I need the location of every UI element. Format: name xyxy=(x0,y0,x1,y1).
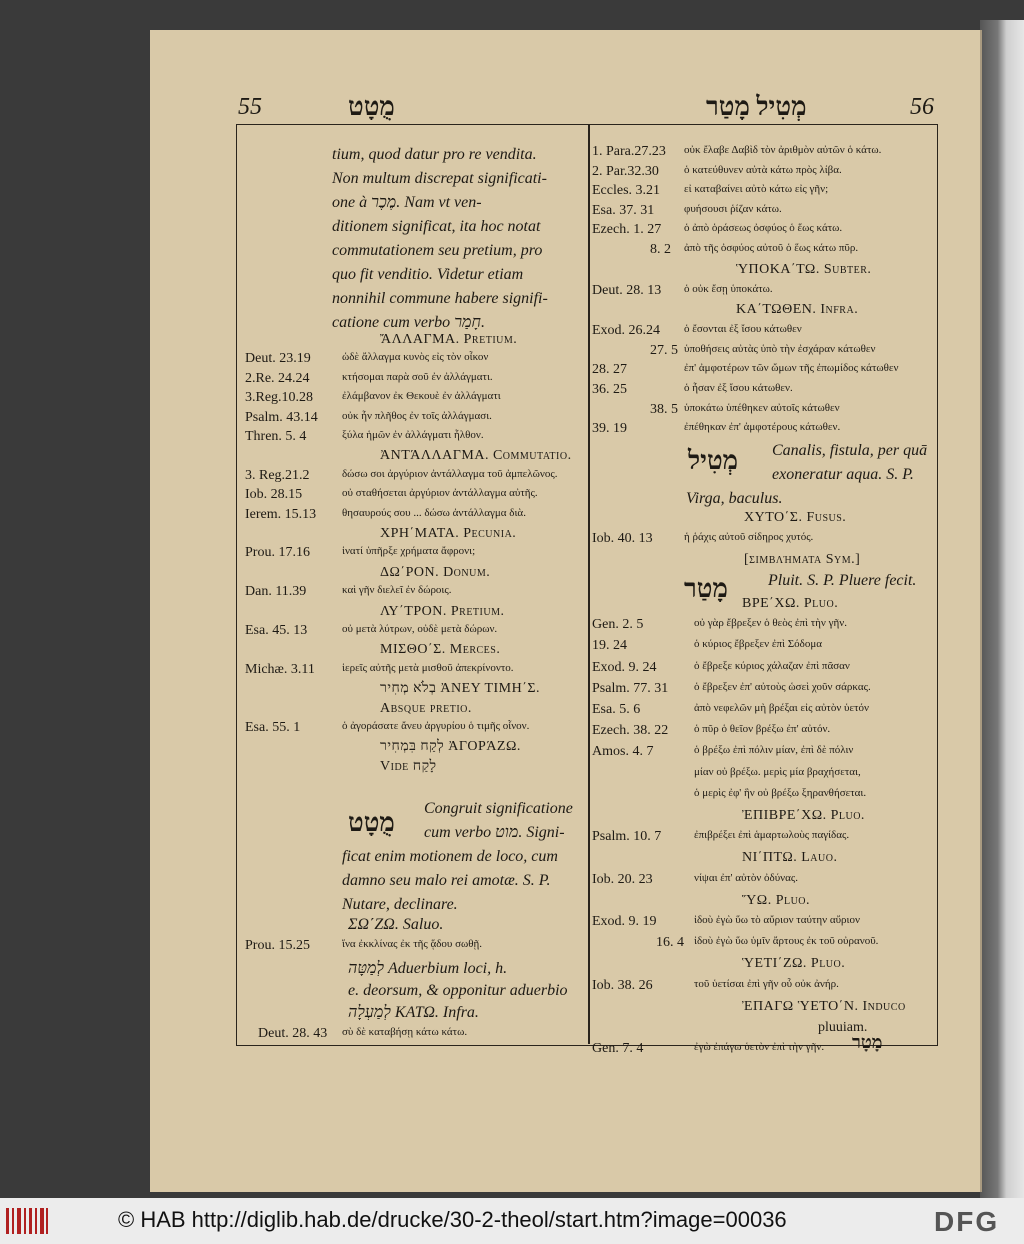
greek-citation: ξύλα ἡμῶν ἐν ἀλλάγματι ἦλθον. xyxy=(342,429,484,441)
greek-citation: οὐκ ἔλαβε Δαβὶδ τὸν ἀριθμὸν αὐτῶν ὁ κάτω. xyxy=(684,144,882,156)
greek-citation: τοῦ ὑετίσαι ἐπὶ γῆν οὗ οὐκ ἀνήρ. xyxy=(694,977,839,990)
verse-reference: 3. Reg.21.2 xyxy=(245,467,310,483)
greek-citation: ὡδὲ ἄλλαγμα κυνὸς εἰς τὸν οἶκον xyxy=(342,351,489,364)
greek-citation: οὐ μετὰ λύτρων, οὐδὲ μετὰ δώρων. xyxy=(342,623,498,635)
verse-reference: Dan. 11.39 xyxy=(245,584,307,600)
intro-line: commutationem seu pretium, pro xyxy=(332,242,543,259)
verse-reference: Prou. 15.25 xyxy=(245,938,310,953)
left-heading: מֻטָט xyxy=(348,92,395,121)
verse-reference: Amos. 4. 7 xyxy=(592,744,654,760)
lemma-heading: ὙΠΟΚΑ΄ΤΩ. Subter. xyxy=(736,261,872,277)
greek-citation: ὁ ἔβρεξε κύριος χάλαζαν ἐπὶ πᾶσαν xyxy=(694,659,850,672)
column-divider xyxy=(588,124,590,1044)
greek-citation: ὁ κύριος ἔβρεξεν ἐπὶ Σόδομα xyxy=(694,638,822,651)
verse-reference: Prou. 17.16 xyxy=(245,545,310,561)
greek-citation: ἐπέθηκαν ἐπ' ἀμφοτέρους κάτωθεν. xyxy=(684,421,841,434)
greek-citation: ἐλάμβανον ἐκ Θεκουὲ ἐν ἀλλάγματι xyxy=(342,390,501,403)
greek-citation: ἰδοὺ ἐγὼ ὕω ὑμῖν ἄρτους ἐκ τοῦ οὐρανοῦ. xyxy=(694,935,879,948)
hab-barcode-icon xyxy=(4,1204,50,1238)
verse-reference: Eccles. 3.21 xyxy=(592,183,661,199)
verse-reference: Exod. 9. 24 xyxy=(592,659,657,675)
intro-line: ditionem significat, ita hoc notat xyxy=(332,218,541,235)
lemma-heading: ΛΥ΄ΤΡΟΝ. Pretium. xyxy=(380,603,505,619)
lemma-heading: ἌΛΛΑΓΜΑ. Pretium. xyxy=(380,332,518,347)
greek-citation: ἰδοὺ ἐγὼ ὕω τὸ αὔριον ταύτην αὔριον xyxy=(694,914,860,926)
lemma-heading: ΔΩ΄ΡΟΝ. Donum. xyxy=(380,564,491,580)
verse-reference: 28. 27 xyxy=(592,362,627,378)
definition-line: cum verbo מוט. Signi- xyxy=(424,824,565,841)
verse-reference: Gen. 7. 4 xyxy=(592,1041,644,1057)
verse-reference: Ezech. 1. 27 xyxy=(592,222,662,238)
verse-reference: Deut. 28. 13 xyxy=(592,282,662,298)
lemma-heading: ΝΙ΄ΠΤΩ. Lauo. xyxy=(742,850,838,866)
greek-citation: ἡ ῥάχις αὐτοῦ σίδηρος χυτός. xyxy=(684,531,814,543)
verse-reference: Gen. 2. 5 xyxy=(592,617,644,633)
definition-line: ΣΩ΄ΖΩ. Saluo. xyxy=(348,916,444,933)
verse-reference: Deut. 28. 43 xyxy=(258,1026,328,1041)
greek-citation: ὁ πῦρ ὁ θεῖον βρέξω ἐπ' αὐτόν. xyxy=(694,723,831,736)
definition-line: Congruit significatione xyxy=(424,800,573,817)
verse-reference: 8. 2 xyxy=(650,242,671,257)
greek-citation: ὁ οὐκ ἔσῃ ὑποκάτω. xyxy=(684,282,773,295)
greek-citation: σὺ δὲ καταβήσῃ κάτω κάτω. xyxy=(342,1026,468,1038)
lemma-heading: ΚΑ΄ΤΩΘΕΝ. Infra. xyxy=(736,302,859,318)
verse-reference: Thren. 5. 4 xyxy=(245,429,307,444)
verse-reference: 38. 5 xyxy=(650,401,678,417)
definition-line: לְמַטָּה Aduerbium loci, h. xyxy=(348,960,508,977)
catchword: מָטָר xyxy=(852,1032,883,1052)
lemma-hebrew: מְטִיל xyxy=(688,446,739,475)
definition-line: exoneratur aqua. S. P. xyxy=(772,466,914,483)
lemma-heading: ἘΠΑΓΩ ὙΕΤΟ΄Ν. Induco xyxy=(742,998,906,1014)
greek-citation: ὁ ἀγοράσατε ἄνευ ἀργυρίου ὁ τιμῆς οἶνον. xyxy=(342,720,530,732)
verse-reference: Esa. 55. 1 xyxy=(245,720,301,735)
greek-citation: ὑποθήσεις αὐτὰς ὑπὸ τὴν ἐσχάραν κάτωθεν xyxy=(684,342,876,355)
dfg-logo: DFG xyxy=(934,1206,1000,1237)
intro-line: catione cum verbo חָמַר. xyxy=(332,314,485,331)
greek-citation: ἐγὼ ἐπάγω ὑετὸν ἐπὶ τὴν γῆν. xyxy=(694,1041,825,1054)
definition-line: e. deorsum, & opponitur aduerbio xyxy=(348,982,568,999)
greek-citation: οὐκ ἦν πλῆθος ἐν τοῖς ἀλλάγμασι. xyxy=(342,409,492,422)
left-page-number: 55 xyxy=(238,94,262,120)
lemma-hebrew: מָטַר xyxy=(684,574,728,603)
verse-reference: 3.Reg.10.28 xyxy=(245,390,314,406)
lemma-heading: Absque pretio. xyxy=(380,700,472,716)
greek-citation: ἱερεῖς αὐτῆς μετὰ μισθοῦ ἀπεκρίνοντο. xyxy=(342,661,514,674)
facing-page-edge xyxy=(980,20,1024,1198)
verse-reference: Michæ. 3.11 xyxy=(245,661,315,677)
verse-reference: 1. Para.27.23 xyxy=(592,144,666,159)
lemma-heading: ἈΝΤΆΛΛΑΓΜΑ. Commutatio. xyxy=(380,448,572,464)
lemma-heading: pluuiam. xyxy=(818,1020,868,1035)
verse-reference: Iob. 38. 26 xyxy=(592,977,653,993)
intro-line: tium, quod datur pro re vendita. xyxy=(332,146,537,163)
greek-citation: φυήσουσι ῥίζαν κάτω. xyxy=(684,202,782,215)
definition-line: Canalis, fistula, per quā xyxy=(772,442,928,459)
verse-reference: Exod. 9. 19 xyxy=(592,914,657,929)
lemma-heading: Vide לָקַח xyxy=(380,758,437,774)
definition-line: Pluit. S. P. Pluere fecit. xyxy=(768,572,917,589)
verse-reference: Psalm. 77. 31 xyxy=(592,680,669,696)
intro-line: quo fit venditio. Videtur etiam xyxy=(332,266,524,283)
verse-reference: 27. 5 xyxy=(650,342,678,358)
intro-line: nonnihil commune habere signifi- xyxy=(332,290,548,307)
intro-line: Non multum discrepat significati- xyxy=(332,170,547,187)
intro-line: one à מֶכֶר. Nam vt ven- xyxy=(332,194,482,211)
verse-reference: Esa. 45. 13 xyxy=(245,623,308,638)
greek-citation: ἀπὸ νεφελῶν μὴ βρέξαι εἰς αὐτὸν ὑετόν xyxy=(694,702,869,714)
greek-citation: ἵνα ἐκκλίνας ἐκ τῆς ᾅδου σωθῇ. xyxy=(342,938,483,950)
lemma-heading: בְלֹא מְחִיר ἈΝΕΥ ΤΙΜΗ΄Σ. xyxy=(380,681,541,697)
greek-citation: θησαυρούς σου ... δώσω ἀντάλλαγμα διὰ. xyxy=(342,506,526,519)
greek-citation: δώσω σοι ἀργύριον ἀντάλλαγμα τοῦ ἀμπελῶνος. xyxy=(342,467,558,480)
greek-citation: νίψαι ἐπ' αὐτὸν ὀδύνας. xyxy=(694,871,799,884)
footer-url: © HAB http://diglib.hab.de/drucke/30-2-theol/start.htm?image=00036 xyxy=(118,1207,787,1232)
greek-citation: ἱνατί ὑπῆρξε χρήματα ἄφρονι; xyxy=(342,545,476,558)
greek-citation: ὁ κατεύθυνεν αὐτὰ κάτω πρὸς λίβα. xyxy=(684,163,842,176)
greek-citation: ἐπ' ἀμφοτέρων τῶν ὤμων τῆς ἐπωμίδος κάτωθεν xyxy=(684,362,899,375)
verse-reference: Iob. 40. 13 xyxy=(592,531,653,546)
lemma-heading: ἘΠΙΒΡΕ΄ΧΩ. Pluo. xyxy=(742,808,865,823)
greek-citation: κτήσομαι παρὰ σοῦ ἐν ἀλλάγματι. xyxy=(342,370,493,383)
verse-reference: Psalm. 10. 7 xyxy=(592,829,662,845)
definition-line: Nutare, declinare. xyxy=(342,896,458,913)
verse-reference: Exod. 26.24 xyxy=(592,323,661,339)
verse-reference: 39. 19 xyxy=(592,421,627,437)
greek-citation: εἰ καταβαίνει αὐτὸ κάτω εἰς γῆν; xyxy=(684,183,829,196)
running-header xyxy=(236,92,936,124)
verse-reference: Ezech. 38. 22 xyxy=(592,723,669,739)
greek-citation: ὁ μερὶς ἐφ' ἣν οὐ βρέξω ξηρανθήσεται. xyxy=(694,786,867,799)
verse-reference: Psalm. 43.14 xyxy=(245,409,318,425)
verse-reference: Esa. 5. 6 xyxy=(592,702,641,717)
greek-citation: ὁ ἀπὸ ὁράσεως ὀσφύος ὁ ἕως κάτω. xyxy=(684,222,843,235)
lemma-heading: [σιμβλήματα Sym.] xyxy=(744,552,861,567)
lemma-heading: ὙΕΤΙ΄ΖΩ. Pluo. xyxy=(742,956,846,972)
verse-reference: 19. 24 xyxy=(592,638,627,654)
verse-reference: 36. 25 xyxy=(592,382,627,397)
lemma-heading: לְקַח בִּמְחִיר ἈΓΟΡΆΖΩ. xyxy=(380,739,521,755)
greek-citation: ὁ ἦσαν ἐξ ἴσου κάτωθεν. xyxy=(684,382,793,394)
greek-citation: ἐπιβρέξει ἐπὶ ἁμαρτωλοὺς παγίδας. xyxy=(694,829,850,842)
right-heading: מְטִיל מָטַר xyxy=(706,92,807,121)
greek-citation: ὑποκάτω ὑπέθηκεν αὐτοῖς κάτωθεν xyxy=(684,401,840,414)
lemma-heading: ΜΙΣΘΟ΄Σ. Merces. xyxy=(380,642,501,658)
verse-reference: Iob. 20. 23 xyxy=(592,871,653,887)
definition-line: damno seu malo rei amotæ. S. P. xyxy=(342,872,551,889)
definition-line: Virga, baculus. xyxy=(686,490,783,507)
verse-reference: Esa. 37. 31 xyxy=(592,202,655,218)
verse-reference: Iob. 28.15 xyxy=(245,487,303,503)
lemma-heading: ΧΥΤΟ΄Σ. Fusus. xyxy=(744,510,847,525)
lemma-heading: ὝΩ. Pluo. xyxy=(742,892,811,908)
verse-reference: 16. 4 xyxy=(656,935,684,951)
verse-reference: 2.Re. 24.24 xyxy=(245,370,310,386)
greek-citation: μίαν οὐ βρέξω. μερὶς μία βραχήσεται, xyxy=(694,765,861,778)
greek-citation: καὶ γῆν διελεῖ ἐν δώροις. xyxy=(342,584,452,597)
definition-line: ficat enim motionem de loco, cum xyxy=(342,848,558,865)
verse-reference: Deut. 23.19 xyxy=(245,351,311,367)
lemma-heading: ΒΡΕ΄ΧΩ. Pluo. xyxy=(742,596,839,611)
greek-citation: ἀπὸ τῆς ὀσφύος αὐτοῦ ὁ ἕως κάτω πῦρ. xyxy=(684,242,859,254)
greek-citation: ὁ ἔβρεξεν ἐπ' αὐτοὺς ὡσεὶ χοῦν σάρκας. xyxy=(694,680,871,693)
definition-line: לְמַעְלָה ΚΑΤΩ. Infra. xyxy=(348,1004,479,1021)
greek-citation: ὁ ἔσονται ἐξ ἴσου κάτωθεν xyxy=(684,323,802,336)
lemma-heading: ΧΡΗ΄ΜΑΤΑ. Pecunia. xyxy=(380,526,517,541)
verse-reference: Ierem. 15.13 xyxy=(245,506,317,522)
right-page-number: 56 xyxy=(910,94,934,120)
greek-citation: οὐ γὰρ ἔβρεξεν ὁ θεὸς ἐπὶ τὴν γῆν. xyxy=(694,617,847,630)
greek-citation: ὁ βρέξω ἐπὶ πόλιν μίαν, ἐπὶ δὲ πόλιν xyxy=(694,744,854,757)
verse-reference: 2. Par.32.30 xyxy=(592,163,659,179)
greek-citation: οὐ σταθήσεται ἀργύριον ἀντάλλαγμα αὐτῆς. xyxy=(342,487,538,500)
lemma-hebrew: מֻטָט xyxy=(348,808,395,837)
